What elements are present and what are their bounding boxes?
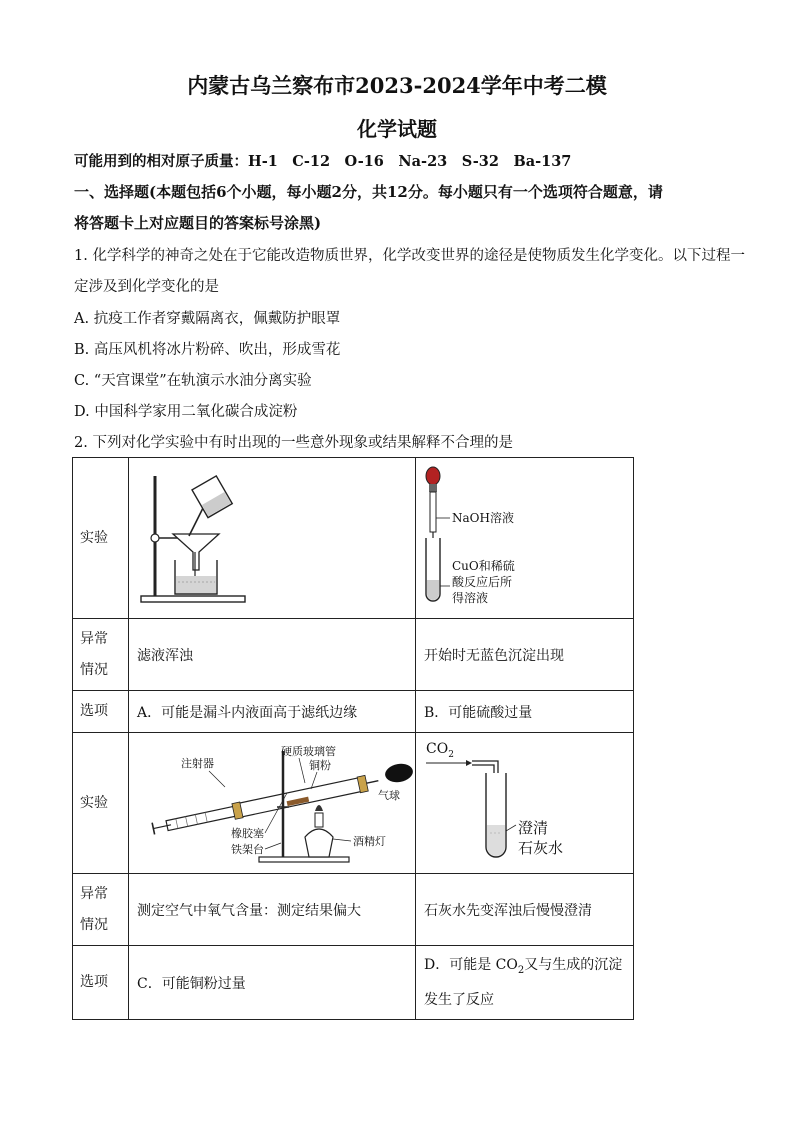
diagram-cell-b [416,458,634,619]
option-a: A．可能是漏斗内液面高于滤纸边缘 [129,691,416,733]
table-row [73,458,634,619]
table-row [73,619,634,691]
row-label-abnormal-2 [73,874,129,946]
table-row [73,874,634,946]
label-co2: $CO_2$ [426,741,454,760]
label-naoh: NaOH溶液 [452,511,514,525]
section1-heading-line1: 一、选择题(本题包括6个小题，每小题2分，共12分。每小题只有一个选项符合题意，请 [74,183,663,201]
q2-stem: 2. 下列对化学实验中有时出现的一些意外现象或结果解释不合理的是 [74,435,513,451]
label-syringe: 注射器 [181,757,214,770]
q1-option-c: C. “天宫课堂”在轨演示水油分离实验 [74,373,312,389]
row-label-abnormal [73,619,129,691]
q1-option-a: A. 抗疫工作者穿戴隔离衣，佩戴防护眼罩 [74,311,341,327]
row-label-experiment-2: 实验 [73,733,129,874]
table-row [73,946,634,1020]
atomic-masses: 可能用到的相对原子质量：H-1 C-12 O-16 Na-23 S-32 Ba-137 [74,153,572,170]
row-label-option-2: 选项 [73,946,129,1020]
label-hard-tube: 硬质玻璃管 [281,745,336,758]
q1-stem-line1: 1. 化学科学的神奇之处在于它能改造物质世界，化学改变世界的途径是使物质发生化学变化。以下过程一 [74,248,745,264]
diagram-cell-c [129,733,416,874]
abnormal-c: 测定空气中氧气含量：测定结果偏大 [129,874,416,946]
option-c: C．可能铜粉过量 [129,946,416,1020]
filtration-diagram [129,458,415,614]
q2-table [72,457,634,1020]
page-title: 内蒙古乌兰察布市2023-2024学年中考二模 [187,73,607,98]
abnormal-label-line2: 情况 [80,661,108,678]
abnormal-d: 石灰水先变浑浊后慢慢澄清 [416,874,634,946]
co2-limewater-diagram [416,733,633,869]
diagram-cell-d [416,733,634,874]
label-cuo-3: 得溶液 [452,591,489,605]
q1-option-b: B. 高压风机将冰片粉碎、吹出，形成雪花 [74,342,341,358]
table-row [73,733,634,874]
label-cuo-1: CuO和稀硫 [452,559,515,573]
label-lamp: 酒精灯 [353,835,386,848]
label-balloon: 气球 [378,789,400,802]
option-d-line1: D．可能是 $CO_2$又与生成的沉淀 [424,956,623,976]
abnormal-label-line1: 异常 [80,885,108,902]
label-stand: 铁架台 [231,843,264,856]
label-stopper: 橡胶塞 [231,827,264,840]
table-row [73,691,634,733]
section1-heading-line2: 将答题卡上对应题目的答案标号涂黑) [74,214,322,232]
oxygen-content-diagram [129,733,415,869]
row-label-option: 选项 [73,691,129,733]
option-d-line2: 发生了反应 [424,992,494,1009]
abnormal-label-line2: 情况 [80,916,108,933]
row-label-experiment: 实验 [73,458,129,619]
label-limewater-1: 澄清 [518,819,549,837]
option-d [416,946,634,1020]
abnormal-b: 开始时无蓝色沉淀出现 [416,619,634,691]
label-copper: 铜粉 [309,759,331,772]
label-limewater-2: 石灰水 [518,839,564,857]
diagram-cell-a [129,458,416,619]
q1-stem-line2: 定涉及到化学变化的是 [74,279,219,295]
dropper-testtube-diagram [416,458,633,614]
q1-option-d: D. 中国科学家用二氧化碳合成淀粉 [74,404,298,420]
abnormal-label-line1: 异常 [80,630,108,647]
page-subtitle: 化学试题 [357,117,437,141]
abnormal-a: 滤液浑浊 [129,619,416,691]
label-cuo-2: 酸反应后所 [452,575,513,589]
option-b: B．可能硫酸过量 [416,691,634,733]
